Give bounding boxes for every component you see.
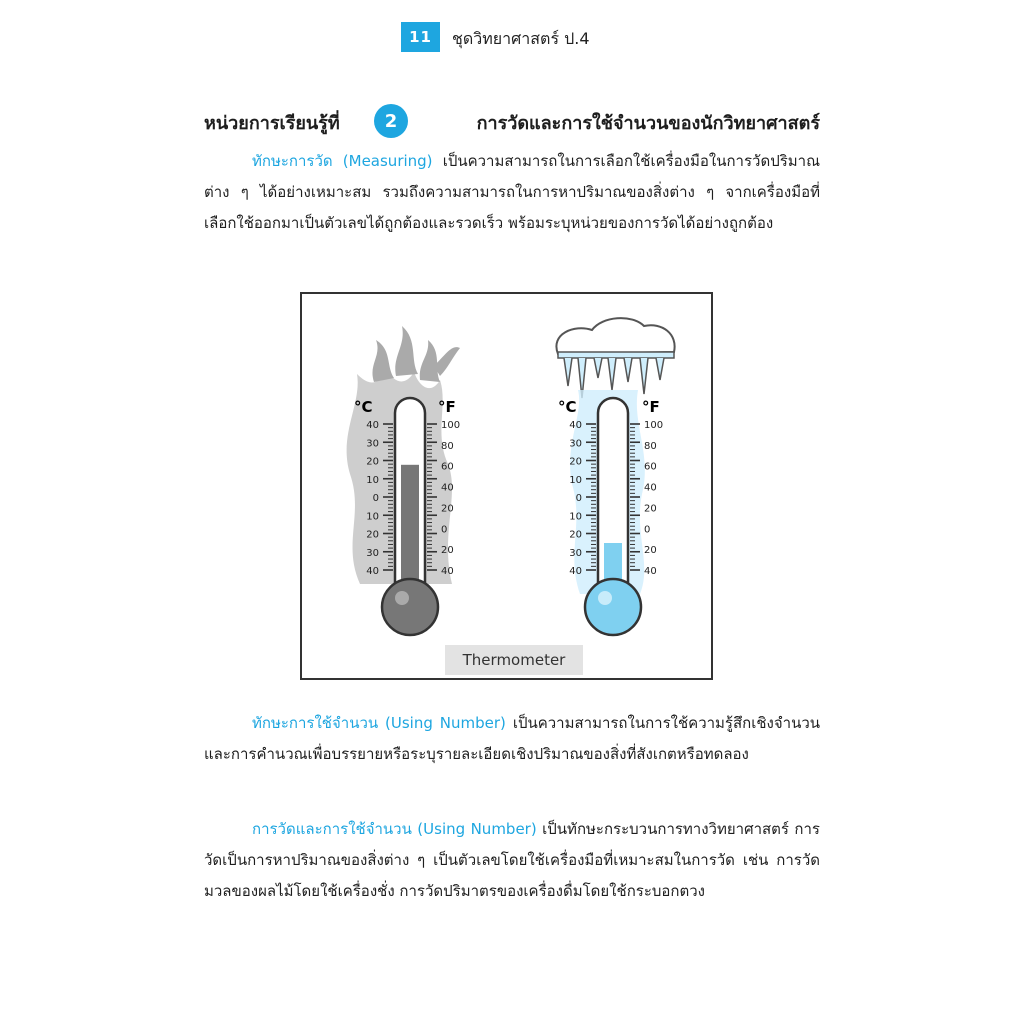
measuring-paragraph: [204, 146, 820, 239]
hot-celsius-tick-label: 30: [366, 547, 379, 559]
using-number-term: ทักษะการใช้จำนวน (Using Number): [252, 714, 506, 732]
unit-heading: [204, 104, 820, 138]
hot-celsius-tick-label: 20: [366, 456, 379, 468]
cold-celsius-tick-label: 30: [569, 438, 582, 450]
unit-title: การวัดและการใช้จำนวนของนักวิทยาศาสตร์: [476, 113, 820, 134]
hot-celsius-tick-label: 10: [366, 511, 379, 523]
unit-number-badge: 2: [374, 104, 408, 138]
hot-celsius-tick-label: 30: [366, 438, 379, 450]
cold-celsius-tick-label: 20: [569, 529, 582, 541]
cold-fahrenheit-tick-label: 100: [644, 420, 664, 431]
hot-fahrenheit-tick-label: 80: [441, 440, 454, 452]
measure-and-number-paragraph: [204, 814, 820, 907]
cold-celsius-tick-label: 20: [569, 456, 582, 468]
cold-fahrenheit-label: °F: [642, 398, 660, 416]
thermometer-illustration: [302, 294, 711, 678]
cold-celsius-tick-label: 40: [569, 566, 582, 577]
hot-celsius-tick-label: 0: [372, 493, 379, 504]
page-number: 11: [401, 22, 440, 52]
hot-fahrenheit-tick-label: 0: [441, 524, 448, 536]
measure-and-number-term: การวัดและการใช้จำนวน (Using Number): [252, 820, 537, 838]
hot-celsius-tick-label: 20: [366, 529, 379, 541]
hot-celsius-tick-label: 10: [366, 474, 379, 486]
hot-fahrenheit-tick-label: 40: [441, 566, 454, 577]
cold-fahrenheit-tick-label: 20: [644, 503, 657, 515]
cold-celsius-tick-label: 10: [569, 474, 582, 486]
cold-fahrenheit-tick-label: 60: [644, 461, 657, 473]
measuring-term: ทักษะการวัด (Measuring): [252, 152, 433, 170]
cold-fahrenheit-tick-label: 20: [644, 545, 657, 557]
hot-celsius-label: °C: [354, 398, 373, 416]
cold-celsius-tick-label: 0: [575, 493, 582, 504]
hot-fahrenheit-tick-label: 20: [441, 503, 454, 515]
measuring-text: เป็นความสามารถในการเลือกใช้เครื่องมือในการวัดปริมาณต่าง ๆ ได้อย่างเหมาะสม รวมถึงความสามารถในการหาปริมาณของสิ่งต่าง ๆ จากเครื่องมือที่เลือกใช้ออกมาเป็นตัวเลขได้ถูกต้องและรวดเร็ว พร้อมระบุหน่วยของการวัดได้อย่างถูกต้อง: [204, 152, 820, 232]
using-number-paragraph: [204, 708, 820, 770]
hot-fahrenheit-tick-label: 100: [441, 420, 461, 431]
cold-celsius-tick-label: 10: [569, 511, 582, 523]
figure-caption: Thermometer: [445, 645, 583, 675]
cold-fahrenheit-tick-label: 80: [644, 440, 657, 452]
cold-fahrenheit-tick-label: 40: [644, 566, 657, 577]
cold-fahrenheit-tick-label: 40: [644, 482, 657, 494]
cold-celsius-tick-label: 30: [569, 547, 582, 559]
hot-celsius-tick-label: 40: [366, 420, 379, 431]
cold-celsius-label: °C: [558, 398, 577, 416]
book-title: ชุดวิทยาศาสตร์ ป.4: [452, 29, 590, 48]
hot-fahrenheit-tick-label: 60: [441, 461, 454, 473]
unit-label: หน่วยการเรียนรู้ที่: [204, 113, 340, 134]
hot-fahrenheit-label: °F: [438, 398, 456, 416]
measure-and-number-text: เป็นทักษะกระบวนการทางวิทยาศาสตร์ การวัดเป็นการหาปริมาณของสิ่งต่าง ๆ เป็นตัวเลขโดยใช้เครื่องมือที่เหมาะสมในการวัด เช่น การวัดมวลของผลไม้โดยใช้เครื่องชั่ง การวัดปริมาตรของเครื่องดื่มโดยใช้กระบอกตวง: [204, 820, 820, 900]
cold-fahrenheit-tick-label: 0: [644, 524, 651, 536]
cold-celsius-tick-label: 40: [569, 420, 582, 431]
hot-fahrenheit-tick-label: 20: [441, 545, 454, 557]
hot-fahrenheit-tick-label: 40: [441, 482, 454, 494]
hot-celsius-tick-label: 40: [366, 566, 379, 577]
using-number-text: เป็นความสามารถในการใช้ความรู้สึกเชิงจำนวน และการคำนวณเพื่อบรรยายหรือระบุรายละเอียดเชิงปริมาณของสิ่งที่สังเกตหรือทดลอง: [204, 714, 820, 763]
thermometer-figure: [300, 292, 713, 680]
